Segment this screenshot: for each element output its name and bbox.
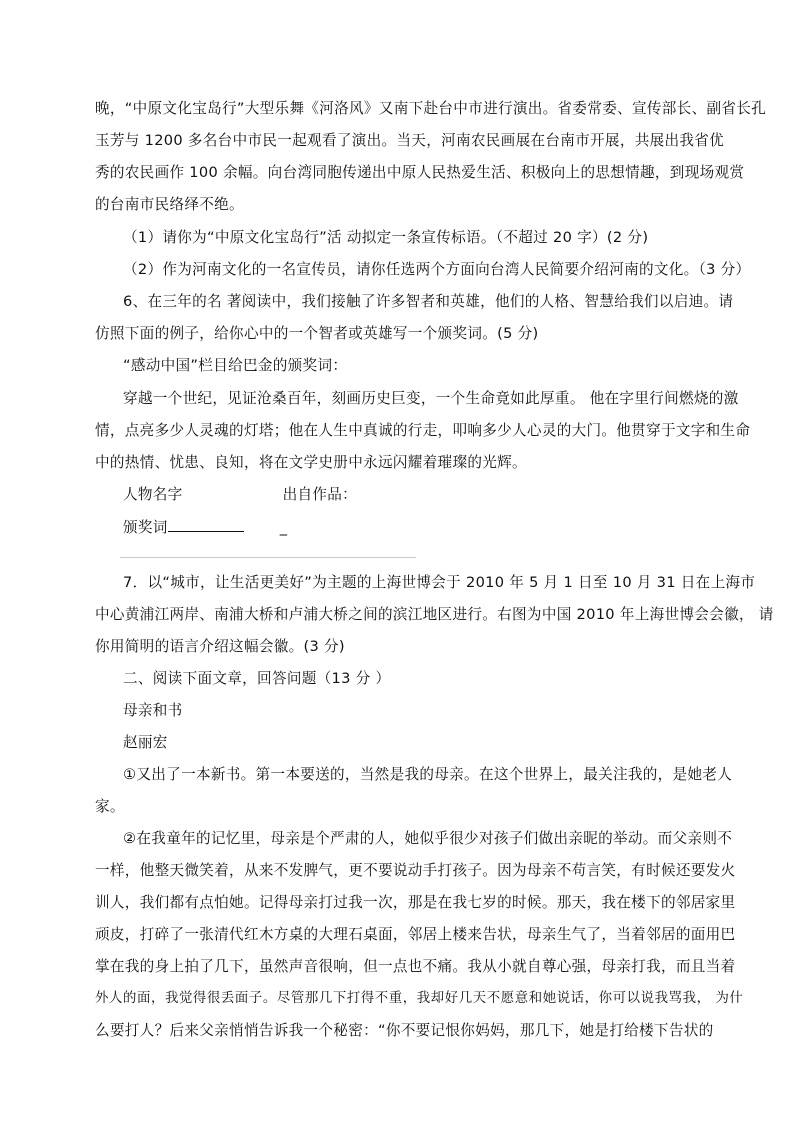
divider bbox=[120, 557, 416, 558]
field-name-label: 人物名字 bbox=[123, 486, 183, 503]
award-blank[interactable] bbox=[168, 517, 244, 532]
question-7-line: 7．以“城市，让生活更美好”为主题的上海世博会于 2010 年 5 月 1 日至 10 月 31 日在上海市 bbox=[123, 574, 756, 591]
question-5-1: （1）请你为“中原文化宝岛行”活 动拟定一条宣传标语。（不超过 20 字）(2 分) bbox=[123, 229, 649, 246]
paragraph-line: 玉芳与 1200 多名台中市民一起观看了演出。当天，河南农民画展在台南市开展，共展出我省优 bbox=[95, 132, 725, 149]
field-award-label: 颁奖词 bbox=[123, 519, 168, 536]
question-7-line: 中心黄浦江两岸、南浦大桥和卢浦大桥之间的滨江地区进行。右图为中国 2010 年上海世博会会徽， 请 bbox=[95, 606, 774, 623]
article-line: 掌在我的身上拍了几下，虽然声音很响，但一点也不痛。我从小就自尊心强，母亲打我，而且当着 bbox=[95, 958, 736, 975]
article-line: 训人，我们都有点怕她。记得母亲打过我一次，那是在我七岁的时候。那天，我在楼下的邻居家里 bbox=[95, 894, 736, 911]
article-line: 家。 bbox=[95, 798, 125, 815]
article-author: 赵丽宏 bbox=[123, 734, 168, 751]
article-line: 外人的面，我觉得很丢面子。尽管那几下打得不重，我却好几天不愿意和她说话，你可以说我骂我， 为什 bbox=[95, 991, 744, 1006]
article-line: 顽皮，打碎了一张清代红木方桌的大理石桌面，邻居上楼来告状，母亲生气了，当着邻居的面用巴 bbox=[95, 926, 736, 943]
field-work-label: 出自作品： bbox=[282, 486, 358, 503]
article-line: ②在我童年的记忆里，母亲是个严肃的人，她似乎很少对孩子们做出亲昵的举动。而父亲则不 bbox=[123, 830, 733, 847]
example-line: 情，点亮多少人灵魂的灯塔；他在人生中真诚的行走，叩响多少人心灵的大门。他贯穿于文字和生命 bbox=[95, 422, 751, 439]
question-7-line: 你用简明的语言介绍这幅会徽。(3 分) bbox=[95, 638, 345, 655]
section-heading: 二、阅读下面文章，回答问题（13 分 ） bbox=[123, 670, 391, 687]
example-line: 中的热情、忧患、良知，将在文学史册中永远闪耀着璀璨的光辉。 bbox=[95, 454, 527, 471]
paragraph-line: 的台南市民络绎不绝。 bbox=[95, 196, 244, 213]
field-award-tail: _ bbox=[279, 519, 288, 536]
answer-fields-row bbox=[123, 485, 705, 505]
question-6-line: 仿照下面的例子，给你心中的一个智者或英雄写一个颁奖词。(5 分) bbox=[95, 325, 539, 342]
article-line: 么要打人？后来父亲悄悄告诉我一个秘密：“你不要记恨你妈妈，那几下，她是打给楼下告状的 bbox=[95, 1022, 714, 1039]
question-5-2: （2）作为河南文化的一名宣传员，请你任选两个方面向台湾人民简要介绍河南的文化。（3 分） bbox=[123, 261, 751, 278]
paragraph-line: 秀的农民画作 100 余幅。向台湾同胞传递出中原人民热爱生活、积极向上的思想情趣，到现场观赏 bbox=[95, 164, 745, 181]
paragraph-line: 晚，“中原文化宝岛行”大型乐舞《河洛风》又南下赴台中市进行演出。省委常委、宣传部长、副省长孔 bbox=[95, 100, 767, 117]
article-title: 母亲和书 bbox=[123, 702, 183, 719]
example-line: 穿越一个世纪，见证沧桑百年，刻画历史巨变，一个生命竟如此厚重。 他在字里行间燃烧的激 bbox=[123, 390, 739, 407]
example-title: “感动中国”栏目给巴金的颁奖词： bbox=[123, 357, 348, 374]
article-line: 一样，他整天微笑着，从来不发脾气，更不要说动手打孩子。因为母亲不苟言笑，有时候还要发火 bbox=[95, 862, 736, 879]
award-field-row bbox=[123, 517, 705, 538]
article-line: ①又出了一本新书。第一本要送的，当然是我的母亲。在这个世界上，最关注我的，是她老人 bbox=[123, 766, 733, 783]
question-6-line: 6、在三年的名 著阅读中，我们接触了许多智者和英雄，他们的人格、智慧给我们以启迪。请 bbox=[123, 293, 734, 310]
